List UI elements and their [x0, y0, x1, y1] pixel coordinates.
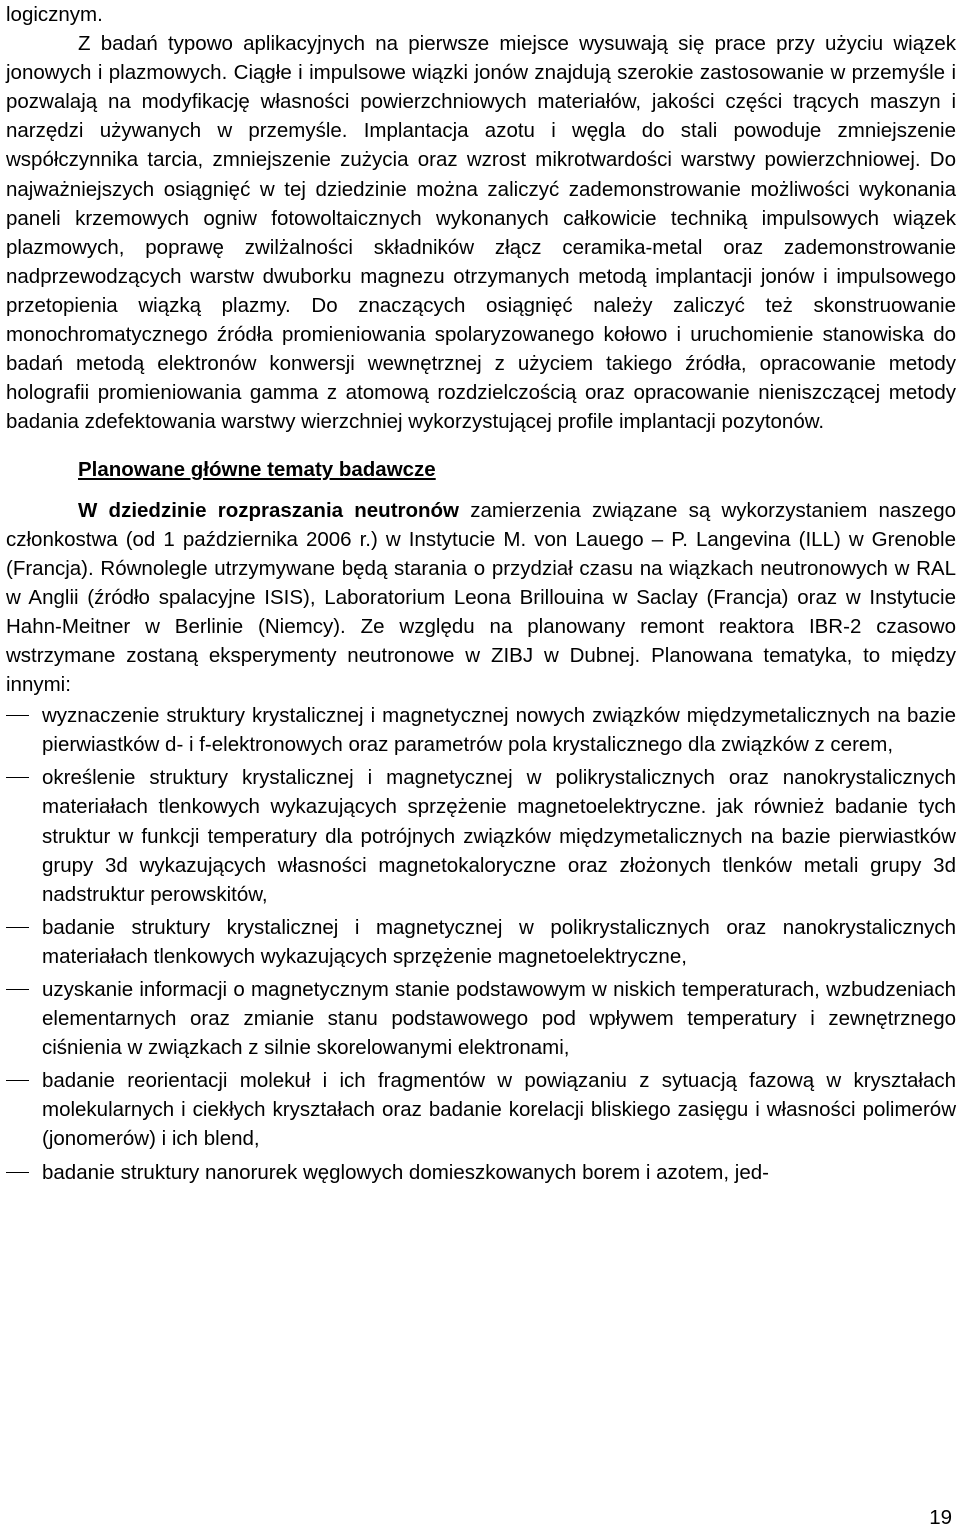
list-item-text: uzyskanie informacji o magnetycznym stanie podstawowym w niskich temperaturach, wzbudzeniach elementarnych oraz zmianie stanu podstawowego pod wpływem temperatury i zewnętrznego ciśnienia w związkach z silnie skorelowanymi elektronami,	[42, 978, 956, 1060]
dash-bullet-icon	[6, 989, 29, 990]
dash-bullet-icon	[6, 1080, 29, 1081]
list-item	[6, 913, 956, 971]
list-item-text: badanie struktury krystalicznej i magnetycznej w polikrystalicznych oraz nanokrystalicznych materiałach tlenkowych wykazujących sprzężenie magnetoelektryczne,	[42, 915, 956, 968]
paragraph-ion-beams: Z badań typowo aplikacyjnych na pierwsze miejsce wysuwają się prace przy użyciu wiązek jonowych i plazmowych. Ciągłe i impulsowe wiązki jonów znajdują szerokie zastosowanie w przemyśle i pozwalają na modyfikację własności powierzchniowych materiałów, jakości części trących maszyn i narzędzi używanych w przemyśle. Implantacja azotu i węgla do stali powoduje zmniejszenie współczynnika tarcia, zmniejszenie zużycia oraz wzrost mikrotwardości warstwy powierzchniowej. Do najważniejszych osiągnięć w tej dziedzinie można zaliczyć zademonstrowanie możliwości wykonania paneli krzemowych ogniw fotowoltaicznych wykonanych całkowicie techniką impulsowych wiązek plazmowych, poprawę zwilżalności składników złącz ceramika-metal oraz zademonstrowanie nadprzewodzących warstw dwuborku magnezu otrzymanych metodą implantacji jonów i impulsowego przetopienia wiązką plazmy. Do znaczących osiągnięć należy zaliczyć też skonstruowanie monochromatycznego źródła promieniowania spolaryzowanego kołowo i uruchomienie stanowiska do badań metodą elektronów konwersji wewnętrznej z użyciem takiego źródła, opracowanie metody holografii promieniowania gamma z atomową rozdzielczością oraz opracowanie nieniszczącej metody badania zdefektowania warstwy wierzchniej wykorzystującej profile implantacji pozytonów.	[6, 32, 956, 434]
page-number: 19	[929, 1506, 952, 1529]
list-item-text: wyznaczenie struktury krystalicznej i magnetycznej nowych związków międzymetalicznych na bazie pierwiastków d- i f-elektronowych oraz parametrów pola krystalicznego dla związków z cerem,	[42, 704, 956, 757]
list-item	[6, 701, 956, 759]
intro-text: zamierzenia związane są wykorzystaniem naszego członkostwa (od 1 października 2006 r.) w Instytucie M. von Lauego – P. Langevina (ILL) w Grenoble (Francja). Równolegle utrzymywane będą starania o przydział czasu na wiązkach neutronowych w RAL w Anglii (źródło spalacyjne ISIS), Laboratorium Leona Brillouina w Saclay (Francja) oraz w Instytucie Hahn-Meitner w Berlinie (Niemcy). Ze względu na planowany remont reaktora IBR-2 czasowo wstrzymane zostaną eksperymenty neutronowe w ZIBJ w Dubnej. Planowana tematyka, to między innymi:	[6, 498, 956, 697]
list-item	[6, 975, 956, 1062]
paragraph-neutron-intro	[6, 496, 956, 700]
list-item	[6, 1066, 956, 1153]
dash-bullet-icon	[6, 1172, 29, 1173]
dash-bullet-icon	[6, 927, 29, 928]
list-item-text: badanie reorientacji molekuł i ich fragmentów w powiązaniu z sytuacją fazową w kryształach molekularnych i ciekłych kryształach oraz badanie korelacji bliskiego zasięgu i własności polimerów (jonomerów) i ich blend,	[42, 1069, 956, 1151]
list-item-text: badanie struktury nanorurek węglowych domieszkowanych borem i azotem, jed-	[42, 1160, 769, 1184]
document-page	[6, 0, 956, 1191]
list-item	[6, 763, 956, 908]
list-item	[6, 1158, 956, 1187]
section-heading: Planowane główne tematy badawcze	[78, 458, 436, 482]
research-topics-list	[6, 701, 956, 1187]
dash-bullet-icon	[6, 715, 29, 716]
list-item-text: określenie struktury krystalicznej i magnetycznej w polikrystalicznych oraz nanokrystalicznych materiałach tlenkowych wykazujących sprzężenie magnetoelektryczne. jak również badanie tych struktur w funkcji temperatury dla potrójnych związków międzymetalicznych na bazie pierwiastków grupy 3d wykazujących własności magnetokaloryczne oraz złożonych tlenków metali grupy 3d nadstruktur perowskitów,	[42, 766, 956, 906]
paragraph-continuation: logicznym.	[6, 3, 103, 26]
dash-bullet-icon	[6, 777, 29, 778]
intro-bold-lead: W dziedzinie rozpraszania neutronów	[78, 498, 460, 522]
